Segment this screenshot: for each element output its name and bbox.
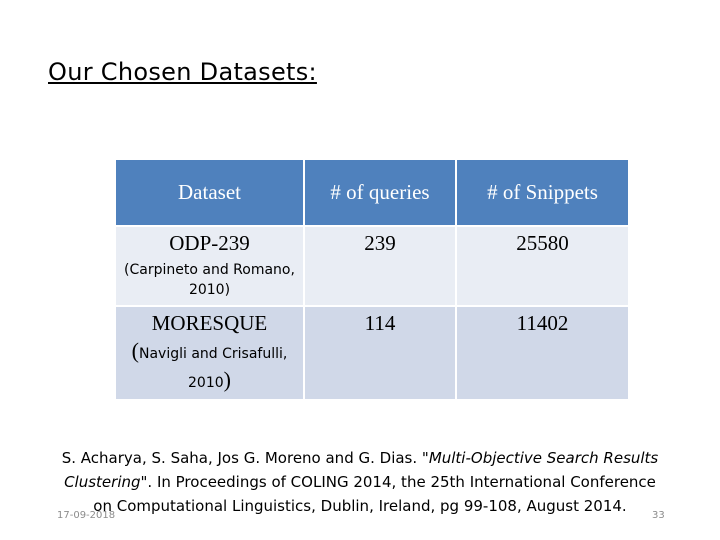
dataset-cell	[116, 306, 304, 399]
table-row	[116, 226, 628, 306]
page-number: 33	[652, 510, 665, 521]
footer-date: 17-09-2018	[57, 510, 116, 521]
citation-open-paren: (	[131, 338, 139, 363]
table-row	[116, 306, 628, 399]
citation-close-paren: )	[223, 367, 231, 392]
header-queries: # of queries	[304, 160, 456, 226]
header-snippets: # of Snippets	[456, 160, 628, 226]
reference-venue: ". In Proceedings of COLING 2014, the 25th International Conference on Computational Linguistics, Dublin, Ireland, pg 99-108, August 2014.	[93, 473, 656, 515]
header-dataset: Dataset	[116, 160, 304, 226]
slide-title: Our Chosen Datasets:	[48, 58, 317, 86]
queries-cell: 114	[304, 306, 456, 399]
queries-cell: 239	[304, 226, 456, 306]
citation-text: Navigli and Crisafulli, 2010	[138, 346, 288, 391]
reference-authors: S. Acharya, S. Saha, Jos G. Moreno and G. Dias. "	[61, 449, 429, 467]
snippets-cell: 25580	[456, 226, 628, 306]
dataset-name: ODP-239	[169, 231, 250, 255]
dataset-name: MORESQUE	[151, 311, 268, 335]
snippets-cell: 11402	[456, 306, 628, 399]
reference-citation	[60, 446, 660, 518]
dataset-cell	[116, 226, 304, 306]
dataset-citation: (Carpineto and Romano, 2010)	[124, 262, 295, 298]
table-header-row	[116, 160, 628, 226]
reference-paper-title: Multi-Objective Search Results Clustering	[64, 449, 659, 491]
datasets-table	[116, 160, 628, 399]
dataset-citation	[116, 338, 303, 396]
